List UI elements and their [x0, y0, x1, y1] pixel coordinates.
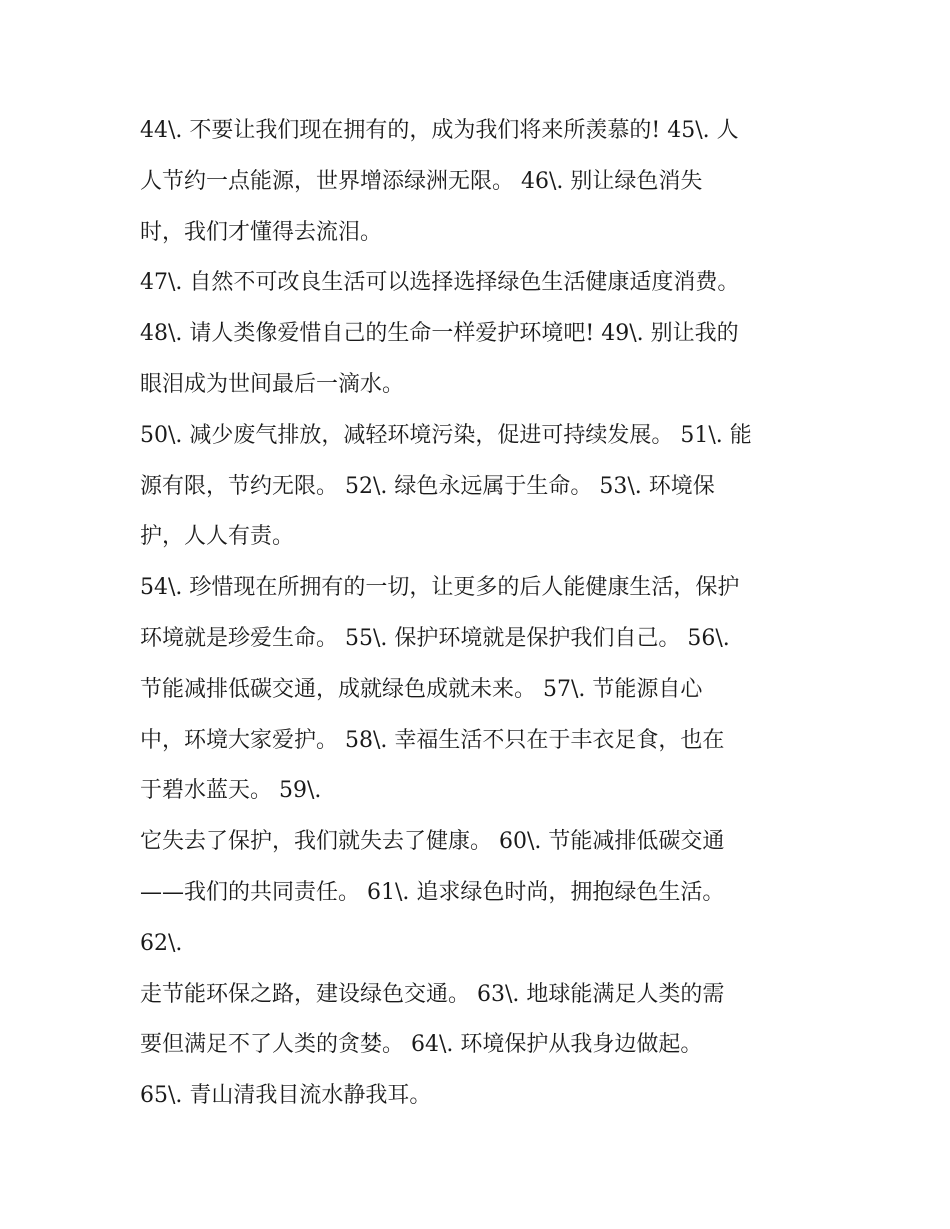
text-line: 65\. 青山清我目流水静我耳。 — [140, 1083, 432, 1109]
text-line: 44\. 不要让我们现在拥有的，成为我们将来所羡慕的! 45\. 人 — [140, 118, 739, 143]
text-line: 走节能环保之路，建设绿色交通。 63\. 地球能满足人类的需 — [140, 981, 725, 1007]
text-line: 环境就是珍爱生命。 55\. 保护环境就是保护我们自己。 56\. — [140, 625, 730, 651]
text-line: 中，环境大家爱护。 58\. 幸福生活不只在于丰衣足食，也在 — [140, 727, 725, 753]
text-line: 眼泪成为世间最后一滴水。 — [140, 371, 405, 397]
text-line: 47\. 自然不可改良生活可以选择选择绿色生活健康适度消费。 — [140, 270, 740, 296]
text-line: ——我们的共同责任。 61\. 追求绿色时尚，拥抱绿色生活。 — [140, 879, 725, 905]
text-line: 54\. 珍惜现在所拥有的一切，让更多的后人能健康生活，保护 — [140, 575, 740, 601]
text-line: 护，人人有责。 — [140, 524, 295, 550]
text-line: 人节约一点能源，世界增添绿洲无限。 46\. 别让绿色消失 — [140, 168, 703, 194]
text-line: 时，我们才懂得去流泪。 — [140, 219, 383, 245]
document-body — [140, 106, 820, 1122]
text-line: 50\. 减少废气排放，减轻环境污染，促进可持续发展。 51\. 能 — [140, 422, 752, 448]
text-line: 要但满足不了人类的贪婪。 64\. 环境保护从我身边做起。 — [140, 1032, 703, 1058]
text-line: 源有限，节约无限。 52\. 绿色永远属于生命。 53\. 环境保 — [140, 473, 715, 499]
text-line: 它失去了保护，我们就失去了健康。 60\. 节能减排低碳交通 — [140, 829, 725, 855]
text-line: 节能减排低碳交通，成就绿色成就未来。 57\. 节能源自心 — [140, 676, 703, 702]
text-line: 48\. 请人类像爱惜自己的生命一样爱护环境吧! 49\. 别让我的 — [140, 321, 739, 347]
text-line: 于碧水蓝天。 59\. — [140, 778, 322, 804]
text-line: 62\. — [140, 930, 183, 956]
